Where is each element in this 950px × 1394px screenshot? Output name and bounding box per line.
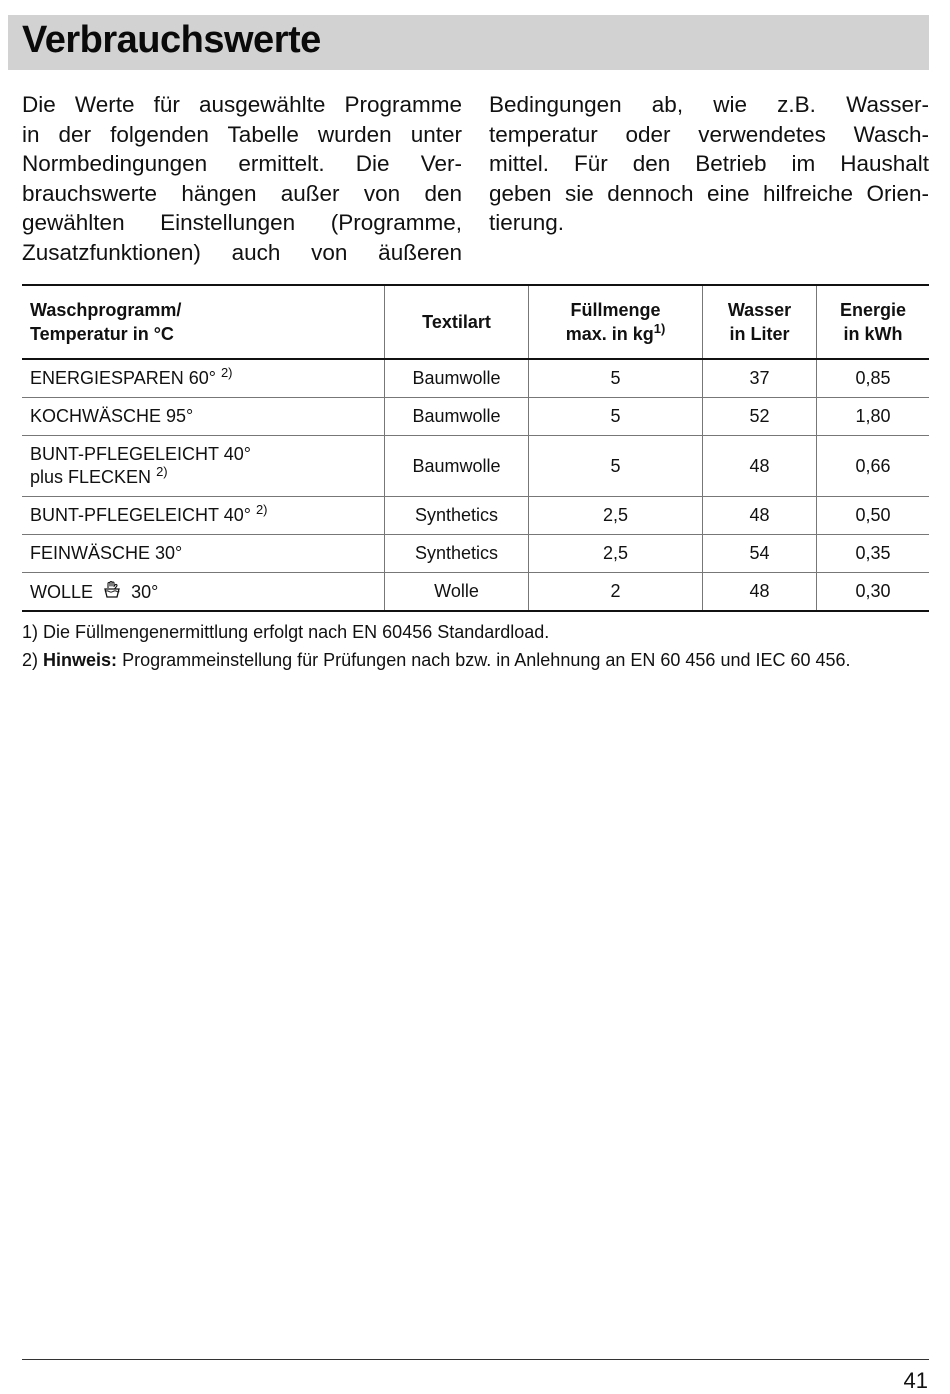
header-fill-line2: max. in kg: [565, 324, 654, 344]
cell-program: [22, 573, 385, 612]
cell-fill: 2: [529, 573, 703, 612]
cell-program: [22, 359, 385, 398]
intro-line: Bedingungen ab, wie z.B. Wasser-: [489, 92, 929, 117]
cell-fill: 5: [529, 436, 703, 497]
cell-energy: 0,30: [817, 573, 930, 612]
cell-textile: Wolle: [385, 573, 529, 612]
header-water-line1: Wasser: [727, 300, 792, 320]
table-row: [22, 497, 929, 535]
header-program-line2: Temperatur in °C: [30, 324, 174, 344]
cell-textile: Baumwolle: [385, 436, 529, 497]
intro-line: Zusatzfunktionen) auch von äußeren: [22, 239, 462, 265]
header-fill-line1: Füllmenge: [570, 300, 661, 320]
title-bar: [8, 15, 929, 70]
intro-line: geben sie dennoch eine hilfreiche Orien-: [489, 180, 929, 206]
header-program-line1: Waschprogramm/: [30, 300, 182, 320]
table-row: [22, 359, 929, 398]
footer-divider: [22, 1359, 929, 1360]
footnote-2-number: 2): [22, 650, 39, 670]
header-energy-line2: in kWh: [843, 324, 903, 344]
intro-left-column: [22, 90, 462, 267]
intro-line: tierung.: [489, 210, 565, 235]
footnote-2: [22, 646, 942, 674]
cell-fill: 2,5: [529, 535, 703, 573]
program-temperature: 30°: [131, 581, 159, 602]
table-row: [22, 436, 929, 497]
cell-energy: 0,66: [817, 436, 930, 497]
intro-line: mittel. Für den Betrieb im Haushalt: [489, 151, 929, 176]
header-water: [703, 285, 817, 359]
footnote-1: 1) Die Füllmengenermittlung erfolgt nach EN 60456 Standardload.: [22, 622, 550, 642]
program-name: BUNT-PFLEGELEICHT 40°: [30, 505, 251, 525]
footnote-marker: 2): [220, 365, 233, 380]
intro-right-column: [489, 90, 929, 238]
intro-line: gewählten Einstellungen (Programme,: [22, 210, 462, 235]
header-program: [22, 285, 385, 359]
table-header-row: [22, 285, 929, 359]
intro-line: in der folgenden Tabelle wurden unter: [22, 121, 462, 147]
cell-program: [22, 436, 385, 497]
page-number: 41: [903, 1368, 928, 1393]
intro-line: Die Werte für ausgewählte Programme: [22, 92, 462, 117]
cell-program: FEINWÄSCHE 30°: [22, 535, 385, 573]
cell-textile: Baumwolle: [385, 359, 529, 398]
cell-textile: Baumwolle: [385, 398, 529, 436]
hand-wash-icon: [102, 580, 122, 600]
cell-fill: 5: [529, 359, 703, 398]
cell-program: [22, 497, 385, 535]
table-row: [22, 573, 929, 612]
cell-energy: 0,35: [817, 535, 930, 573]
header-fill: [529, 285, 703, 359]
cell-water: 48: [703, 497, 817, 535]
program-name-line1: BUNT-PFLEGELEICHT 40°: [30, 444, 251, 464]
cell-textile: Synthetics: [385, 497, 529, 535]
footnote-marker: 1): [653, 321, 666, 336]
table-row: [22, 398, 929, 436]
footnote-2-text: Programmeinstellung für Prüfungen nach bzw. in Anlehnung an EN 60 456 und IEC 60 456.: [122, 650, 851, 670]
cell-fill: 5: [529, 398, 703, 436]
table-row: [22, 535, 929, 573]
cell-fill: 2,5: [529, 497, 703, 535]
footnote-2-label: Hinweis:: [43, 650, 118, 670]
footnote-marker: 2): [255, 502, 268, 517]
cell-textile: Synthetics: [385, 535, 529, 573]
intro-line: temperatur oder verwendetes Wasch-: [489, 121, 929, 147]
footnote-marker: 2): [156, 464, 168, 479]
cell-energy: 1,80: [817, 398, 930, 436]
program-name: WOLLE: [30, 581, 94, 602]
header-energy-line1: Energie: [839, 300, 907, 320]
intro-line: Normbedingungen ermittelt. Die Ver-: [22, 151, 462, 176]
program-name: ENERGIESPAREN 60°: [30, 368, 216, 388]
consumption-table: [22, 284, 929, 612]
cell-water: 52: [703, 398, 817, 436]
cell-energy: 0,85: [817, 359, 930, 398]
program-name-line2: plus FLECKEN: [30, 467, 152, 487]
header-textile: Textilart: [385, 285, 529, 359]
cell-energy: 0,50: [817, 497, 930, 535]
cell-water: 54: [703, 535, 817, 573]
cell-water: 48: [703, 436, 817, 497]
intro-line: brauchswerte hängen außer von den: [22, 180, 462, 206]
cell-water: 37: [703, 359, 817, 398]
cell-program: KOCHWÄSCHE 95°: [22, 398, 385, 436]
page-title: Verbrauchswerte: [22, 19, 321, 61]
header-water-line2: in Liter: [729, 324, 790, 344]
footnotes: [22, 618, 942, 674]
cell-water: 48: [703, 573, 817, 612]
header-energy: [817, 285, 930, 359]
